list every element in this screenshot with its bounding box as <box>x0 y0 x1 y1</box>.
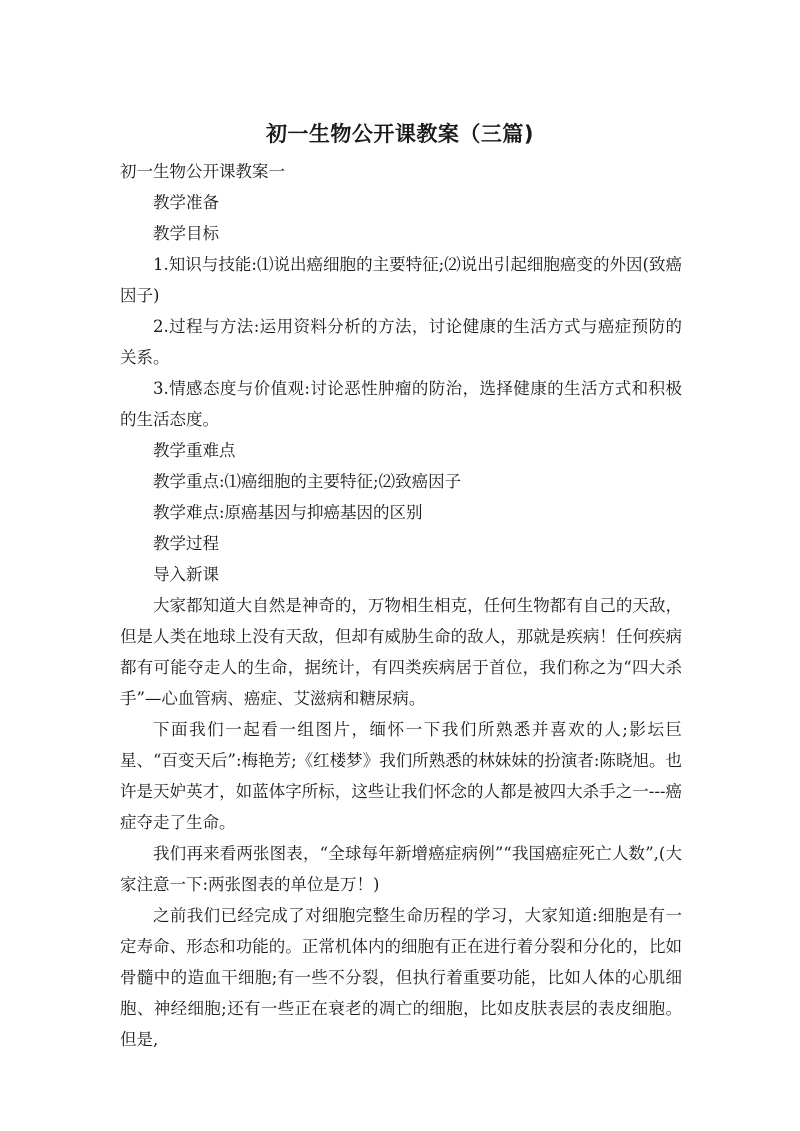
paragraph: 教学难点:原癌基因与抑癌基因的区别 <box>153 503 423 522</box>
document-body <box>120 156 682 1055</box>
paragraph: 1.知识与技能:⑴说出癌细胞的主要特征;⑵说出引起细胞癌变的外因(致癌因子) <box>120 255 682 305</box>
paragraph: 教学重点:⑴癌细胞的主要特征;⑵致癌因子 <box>153 472 462 491</box>
paragraph: 3.情感态度与价值观:讨论恶性肿瘤的防治，选择健康的生活方式和积极的生活态度。 <box>120 379 682 429</box>
paragraph: 下面我们一起看一组图片，缅怀一下我们所熟悉并喜欢的人;影坛巨星、“百变天后”:梅艳芳;《红楼梦》我们所熟悉的林妹妹的扮演者:陈晓旭。也许是天妒英才，如蓝体字所标，这些让我们怀念的人都是被四大杀手之一---癌症夺走了生命。 <box>120 720 682 832</box>
paragraph: 我们再来看两张图表，“全球每年新增癌症病例”“我国癌症死亡人数”,(大家注意一下:两张图表的单位是万！) <box>120 844 682 894</box>
paragraph: 教学准备 <box>153 193 219 212</box>
paragraph: 导入新课 <box>153 565 219 584</box>
paragraph: 大家都知道大自然是神奇的，万物相生相克，任何生物都有自己的天敌，但是人类在地球上没有天敌，但却有威胁生命的敌人，那就是疾病！任何疾病都有可能夺走人的生命，据统计，有四类疾病居于首位，我们称之为“四大杀手”—心血管病、癌症、艾滋病和糖尿病。 <box>120 596 682 708</box>
paragraph: 教学过程 <box>153 534 219 553</box>
section-heading: 初一生物公开课教案一 <box>120 162 285 181</box>
paragraph: 教学目标 <box>153 224 219 243</box>
paragraph: 2.过程与方法:运用资料分析的方法，讨论健康的生活方式与癌症预防的关系。 <box>120 317 682 367</box>
paragraph: 教学重难点 <box>153 441 236 460</box>
document-title: 初一生物公开课教案（三篇) <box>265 122 535 146</box>
paragraph: 之前我们已经完成了对细胞完整生命历程的学习，大家知道:细胞是有一定寿命、形态和功能的。正常机体内的细胞有正在进行着分裂和分化的，比如骨髓中的造血干细胞;有一些不分裂，但执行着重要功能，比如人体的心肌细胞、神经细胞;还有一些正在衰老的凋亡的细胞，比如皮肤表层的表皮细胞。但是, <box>120 906 682 1049</box>
